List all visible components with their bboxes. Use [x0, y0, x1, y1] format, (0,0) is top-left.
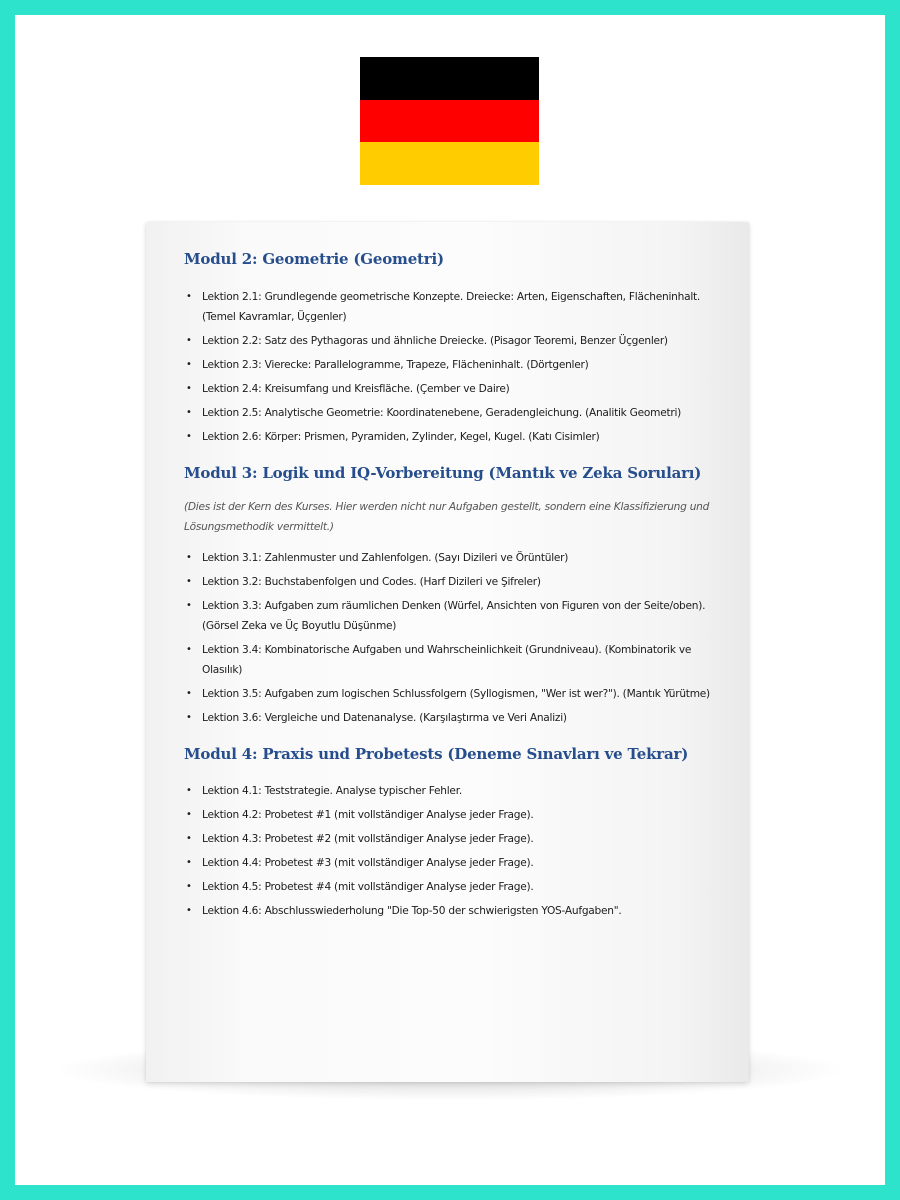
module-4-title: Modul 4: Praxis und Probetests (Deneme Sınavları ve Tekrar)	[184, 745, 689, 763]
module-3-title: Modul 3: Logik und IQ-Vorbereitung (Mantık ve Zeka Soruları)	[184, 464, 702, 482]
lesson-3-2: • Lektion 3.2: Buchstabenfolgen und Codes. (Harf Dizileri ve Şifreler)	[184, 572, 724, 592]
flag-band-red	[360, 100, 539, 143]
lesson-4-6: • Lektion 4.6: Abschlusswiederholung "Die Top-50 der schwierigsten YOS-Aufgaben".	[184, 901, 724, 921]
lesson-2-3: • Lektion 2.3: Vierecke: Parallelogramme, Trapeze, Flächeninhalt. (Dörtgenler)	[184, 355, 724, 375]
lesson-3-4: • Lektion 3.4: Kombinatorische Aufgaben und Wahrscheinlichkeit (Grundniveau). (Kombinatorik ve Olasılık)	[184, 640, 724, 680]
flag-band-black	[360, 57, 539, 100]
lesson-3-3: • Lektion 3.3: Aufgaben zum räumlichen Denken (Würfel, Ansichten von Figuren von der Seite/oben). (Görsel Zeka ve Üç Boyutlu Düşünme)	[184, 596, 724, 636]
lesson-3-1: • Lektion 3.1: Zahlenmuster und Zahlenfolgen. (Sayı Dizileri ve Örüntüler)	[184, 548, 724, 568]
lesson-4-1: • Lektion 4.1: Teststrategie. Analyse typischer Fehler.	[184, 781, 724, 801]
module-3-lessons	[184, 548, 724, 728]
lesson-3-6: • Lektion 3.6: Vergleiche und Datenanalyse. (Karşılaştırma ve Veri Analizi)	[184, 708, 724, 728]
lesson-4-5: • Lektion 4.5: Probetest #4 (mit vollständiger Analyse jeder Frage).	[184, 877, 724, 897]
lesson-2-1: • Lektion 2.1: Grundlegende geometrische Konzepte. Dreiecke: Arten, Eigenschaften, Flächeninhalt. (Temel Kavramlar, Üçgenler)	[184, 287, 724, 327]
lesson-4-2: • Lektion 4.2: Probetest #1 (mit vollständiger Analyse jeder Frage).	[184, 805, 724, 825]
module-2-lessons	[184, 287, 724, 447]
lesson-4-4: • Lektion 4.4: Probetest #3 (mit vollständiger Analyse jeder Frage).	[184, 853, 724, 873]
module-4-lessons	[184, 781, 724, 921]
module-3-intro: (Dies ist der Kern des Kurses. Hier werden nicht nur Aufgaben gestellt, sondern eine Klassifizierung und Lösungsmethodik vermittelt.)	[184, 501, 710, 533]
document-sheet	[146, 222, 749, 1082]
lesson-2-2: • Lektion 2.2: Satz des Pythagoras und ähnliche Dreiecke. (Pisagor Teoremi, Benzer Üçgenler)	[184, 331, 724, 351]
module-2-title: Modul 2: Geometrie (Geometri)	[184, 250, 444, 268]
flag-band-gold	[360, 142, 539, 185]
lesson-2-6: • Lektion 2.6: Körper: Prismen, Pyramiden, Zylinder, Kegel, Kugel. (Katı Cisimler)	[184, 427, 724, 447]
lesson-3-5: • Lektion 3.5: Aufgaben zum logischen Schlussfolgern (Syllogismen, "Wer ist wer?"). (Mantık Yürütme)	[184, 684, 724, 704]
document-content	[184, 248, 724, 921]
lesson-2-4: • Lektion 2.4: Kreisumfang und Kreisfläche. (Çember ve Daire)	[184, 379, 724, 399]
lesson-2-5: • Lektion 2.5: Analytische Geometrie: Koordinatenebene, Geradengleichung. (Analitik Geometri)	[184, 403, 724, 423]
lesson-4-3: • Lektion 4.3: Probetest #2 (mit vollständiger Analyse jeder Frage).	[184, 829, 724, 849]
german-flag	[360, 57, 539, 185]
